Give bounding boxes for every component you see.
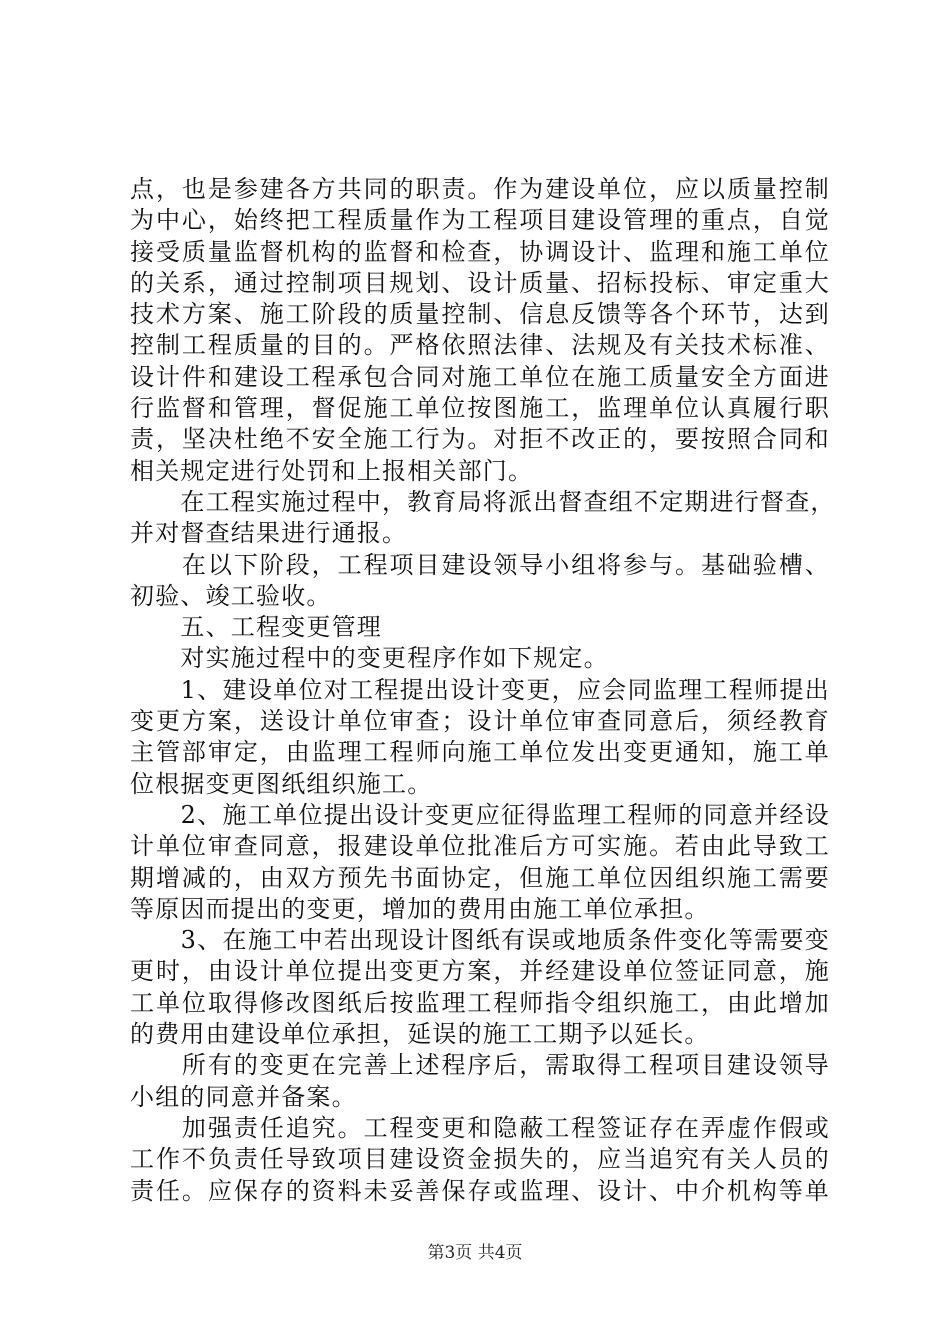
text-line: 在工程实施过程中，教育局将派出督查组不定期进行督查， (130, 487, 836, 516)
text-line: 在以下阶段，工程项目建设领导小组将参与。基础验槽、 (130, 550, 830, 579)
text-line: 责，坚决杜绝不安全施工行为。对拒不改正的，要按照合同和 (130, 425, 830, 454)
text-line: 初验、竣工验收。 (130, 581, 332, 610)
text-line: 变更方案，送设计单位审查；设计单位审查同意后，须经教育 (130, 707, 830, 736)
text-line: 控制工程质量的目的。严格依照法律、法规及有关技术标准、 (130, 331, 830, 360)
text-line: 并对督查结果进行通报。 (130, 519, 408, 548)
text-line: 位根据变更图纸组织施工。 (130, 769, 433, 798)
text-line: 设计件和建设工程承包合同对施工单位在施工质量安全方面进 (130, 362, 830, 391)
text-line: 点，也是参建各方共同的职责。作为建设单位，应以质量控制 (130, 175, 830, 203)
text-line: 3、在施工中若出现设计图纸有误或地质条件变化等需要变 (130, 926, 830, 955)
text-line: 的关系，通过控制项目规划、设计质量、招标投标、审定重大 (130, 268, 830, 297)
text-line: 对实施过程中的变更程序作如下规定。 (130, 644, 609, 673)
text-line: 工单位取得修改图纸后按监理工程师指令组织施工，由此增加 (130, 988, 830, 1017)
text-line: 行监督和管理，督促施工单位按图施工，监理单位认真履行职 (130, 394, 830, 423)
text-line: 加强责任追究。工程变更和隐蔽工程签证存在弄虚作假或 (130, 1113, 830, 1142)
text-line: 2、施工单位提出设计变更应征得监理工程师的同意并经设 (130, 800, 830, 829)
text-line: 计单位审查同意，报建设单位批准后方可实施。若由此导致工 (130, 832, 830, 861)
text-line: 技术方案、施工阶段的质量控制、信息反馈等各个环节，达到 (130, 300, 830, 329)
text-line: 等原因而提出的变更，增加的费用由施工单位承担。 (130, 894, 710, 923)
text-line: 工作不负责任导致项目建设资金损失的，应当追究有关人员的 (130, 1145, 830, 1174)
text-line: 责任。应保存的资料未妥善保存或监理、设计、中介机构等单 (130, 1176, 830, 1205)
text-line: 为中心，始终把工程质量作为工程项目建设管理的重点，自觉 (130, 206, 830, 235)
text-line: 更时，由设计单位提出变更方案，并经建设单位签证同意，施 (130, 957, 830, 986)
text-line: 主管部审定，由监理工程师向施工单位发出变更通知，施工单 (130, 738, 830, 767)
text-line: 所有的变更在完善上述程序后，需取得工程项目建设领导 (130, 1051, 830, 1080)
text-line: 小组的同意并备案。 (130, 1082, 357, 1111)
body-text (130, 174, 836, 1207)
text-line: 的费用由建设单位承担，延误的施工工期予以延长。 (130, 1020, 710, 1049)
text-line: 1、建设单位对工程提出设计变更，应会同监理工程师提出 (130, 675, 830, 704)
page-footer (0, 1243, 950, 1263)
section-heading: 五、工程变更管理 (130, 613, 382, 642)
text-line: 期增减的，由双方预先书面协定，但施工单位因组织施工需要 (130, 863, 830, 892)
page-number: 第3页 共4页 (427, 1243, 523, 1263)
text-line: 相关规定进行处罚和上报相关部门。 (130, 456, 534, 485)
text-line: 接受质量监督机构的监督和检查，协调设计、监理和施工单位 (130, 237, 830, 266)
